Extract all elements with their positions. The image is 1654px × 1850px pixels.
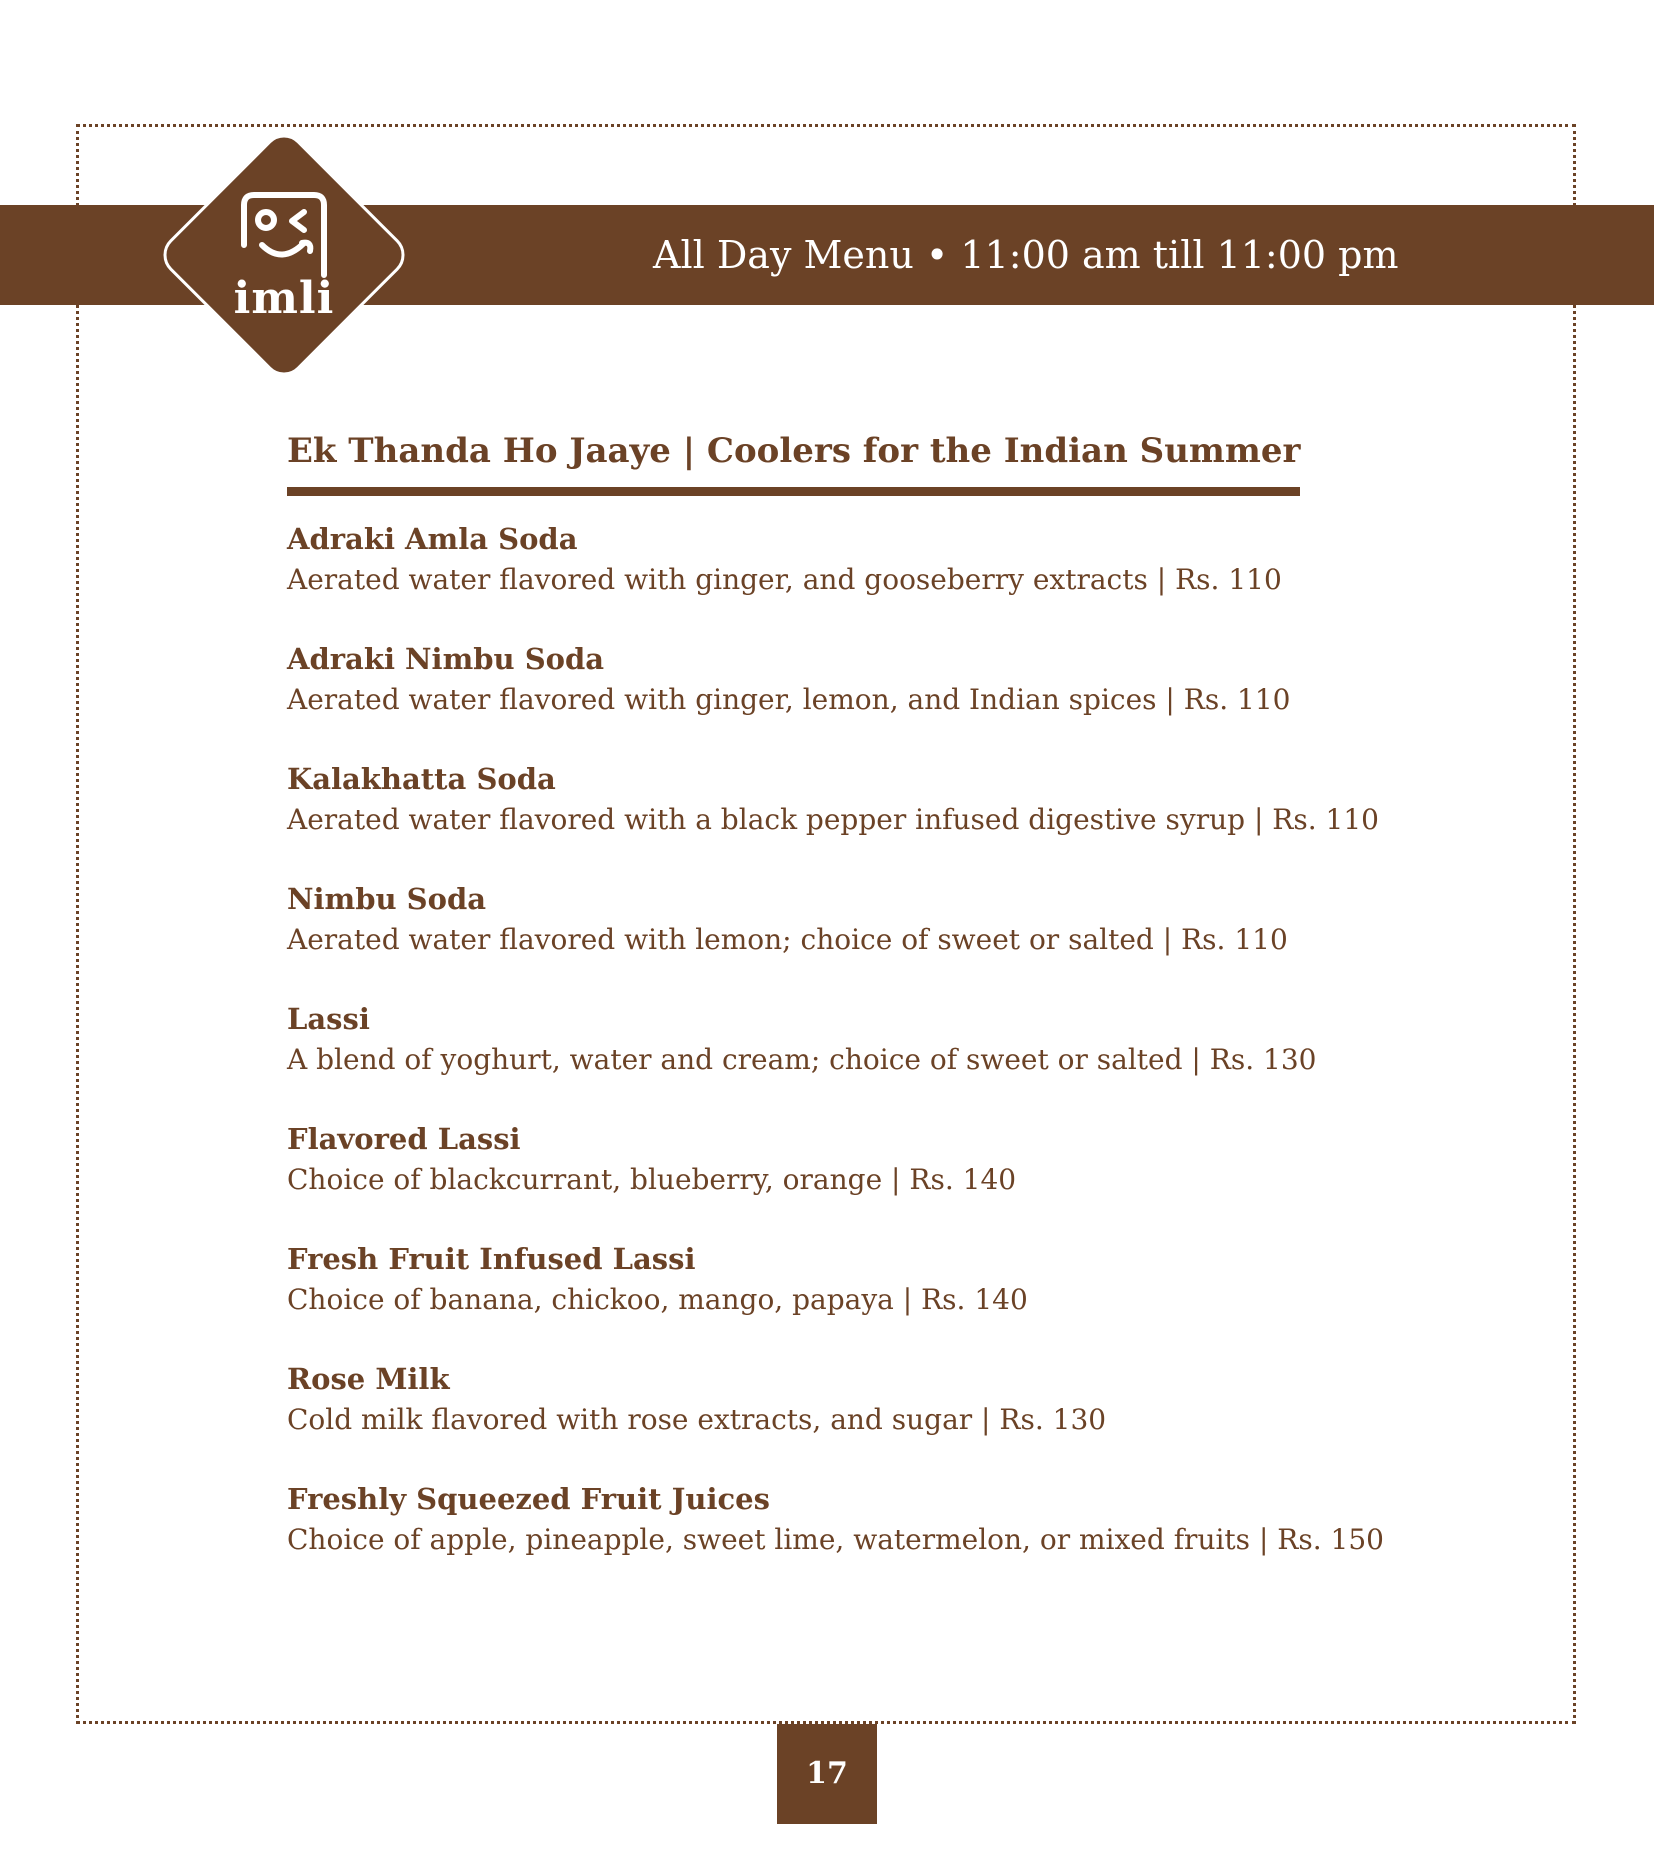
- menu-item-description: Cold milk flavored with rose extracts, and sugar | Rs. 130: [287, 1403, 1107, 1436]
- menu-item: [287, 998, 1517, 1118]
- menu-item: [287, 758, 1517, 878]
- logo-wordmark: imli: [233, 273, 335, 324]
- menu-item: [287, 878, 1517, 998]
- menu-hours-title: All Day Menu • 11:00 am till 11:00 pm: [653, 233, 1399, 277]
- menu-items-list: [287, 518, 1517, 1598]
- menu-item-description: Aerated water flavored with ginger, and gooseberry extracts | Rs. 110: [287, 563, 1282, 596]
- menu-item: [287, 1118, 1517, 1238]
- menu-item-name: Nimbu Soda: [287, 882, 487, 916]
- menu-item-name: Adraki Nimbu Soda: [287, 642, 605, 676]
- menu-item-description: Choice of apple, pineapple, sweet lime, watermelon, or mixed fruits | Rs. 150: [287, 1523, 1384, 1556]
- menu-item: [287, 1238, 1517, 1358]
- menu-item: [287, 638, 1517, 758]
- menu-item-description: A blend of yoghurt, water and cream; choice of sweet or salted | Rs. 130: [287, 1043, 1317, 1076]
- menu-item-description: Choice of blackcurrant, blueberry, orange | Rs. 140: [287, 1163, 1017, 1196]
- menu-item: [287, 1478, 1517, 1598]
- menu-item-name: Kalakhatta Soda: [287, 762, 556, 796]
- section-title: Ek Thanda Ho Jaaye | Coolers for the Indian Summer: [287, 425, 1300, 496]
- menu-item-description: Aerated water flavored with a black pepper infused digestive syrup | Rs. 110: [287, 803, 1379, 836]
- menu-item-name: Adraki Amla Soda: [287, 522, 578, 556]
- menu-item-description: Choice of banana, chickoo, mango, papaya | Rs. 140: [287, 1283, 1028, 1316]
- menu-item-name: Flavored Lassi: [287, 1122, 521, 1156]
- logo-diamond-icon: [154, 125, 414, 385]
- menu-item-name: Fresh Fruit Infused Lassi: [287, 1242, 696, 1276]
- page-number: 17: [777, 1724, 877, 1824]
- menu-item-description: Aerated water flavored with ginger, lemon, and Indian spices | Rs. 110: [287, 683, 1291, 716]
- imli-logo: [154, 125, 414, 385]
- menu-item-name: Freshly Squeezed Fruit Juices: [287, 1482, 770, 1516]
- menu-item: [287, 1358, 1517, 1478]
- menu-item-name: Lassi: [287, 1002, 370, 1036]
- menu-item-description: Aerated water flavored with lemon; choice of sweet or salted | Rs. 110: [287, 923, 1288, 956]
- menu-item: [287, 518, 1517, 638]
- menu-item-name: Rose Milk: [287, 1362, 450, 1396]
